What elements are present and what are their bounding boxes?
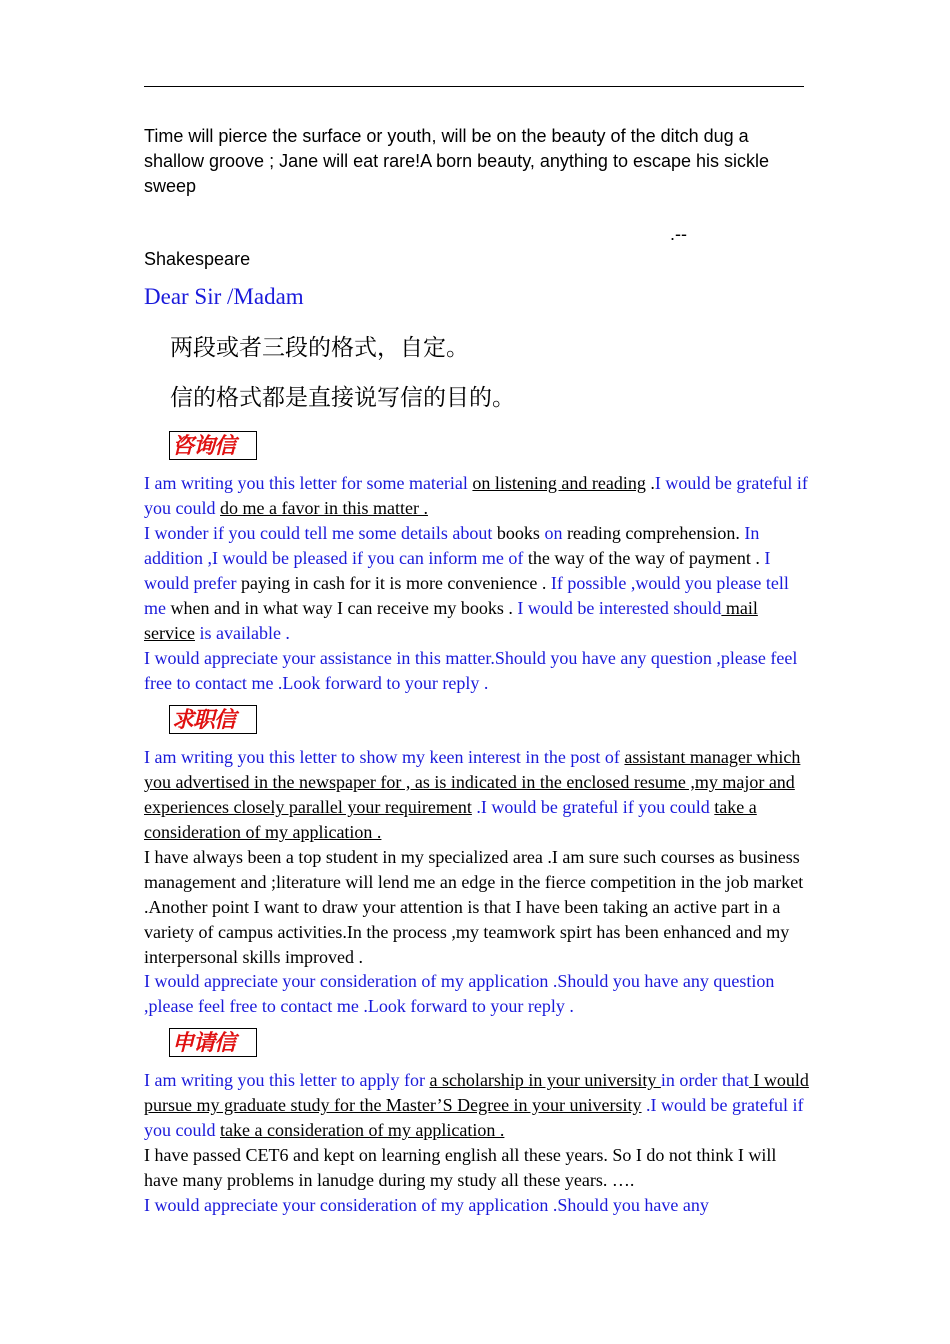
underlined-phrase: assistant manager which you advertised in the newspaper for , as is indicated in the enclosed resume ,my major and experiences closely parallel your requirement: [144, 747, 801, 817]
underlined-phrase: do me a favor in this matter .: [220, 498, 428, 518]
quote-author: Shakespeare: [144, 249, 251, 269]
section-heading-inquiry: [169, 431, 257, 460]
template-phrase: is available .: [194, 623, 290, 643]
template-phrase: .I would be grateful if you could: [144, 1095, 804, 1140]
template-phrase: I wonder if you could tell me some details about: [144, 523, 497, 543]
quote-text: Time will pierce the surface or youth, will be on the beauty of the ditch dug a shallow groove ; Jane will eat rare!A born beauty, anything to escape his sickle sweep: [144, 126, 770, 196]
template-phrase: I would prefer: [144, 548, 771, 593]
job-paragraph-3: [144, 969, 810, 1019]
application-paragraph-1: [144, 1068, 810, 1143]
body-text: books: [496, 523, 545, 543]
underlined-phrase: take a consideration of my application .: [220, 1120, 505, 1140]
body-text: the way of the way of payment .: [527, 548, 765, 568]
application-paragraph-2: [144, 1143, 810, 1193]
body-text: I have always been a top student in my specialized area .I am sure such courses as business management and ;literature will lend me an edge in the fierce competition in the job market .Another point I want to draw your attention is that I have been taking an active part in a variety of campus activities.In the process ,my teamwork spirt has been enhanced and my interpersonal skills improved .: [144, 847, 804, 967]
body-text: reading comprehension.: [566, 523, 745, 543]
section-heading-job-application: [169, 705, 257, 734]
purpose-note: 信的格式都是直接说写信的目的。: [170, 385, 515, 411]
template-phrase: I would be grateful if you could: [144, 473, 808, 518]
inquiry-paragraph-3: [144, 646, 810, 696]
section-heading-label: 咨询信: [172, 434, 236, 459]
template-phrase: on: [544, 523, 567, 543]
template-phrase: .I would be grateful if you could: [471, 797, 715, 817]
template-phrase: I am writing you this letter to apply for: [144, 1070, 430, 1090]
template-phrase: I am writing you this letter to show my keen interest in the post of: [144, 747, 625, 767]
section-heading-label: 求职信: [172, 708, 236, 733]
template-phrase: I would be interested should: [517, 598, 722, 618]
header-rule: [144, 86, 804, 87]
underlined-phrase: I would pursue my graduate study for the Master’S Degree in your university: [144, 1070, 809, 1115]
template-phrase: If possible ,would you please tell me: [144, 573, 789, 618]
job-paragraph-1: [144, 745, 810, 845]
underlined-phrase: mail service: [144, 598, 758, 643]
salutation: Dear Sir /Madam: [144, 284, 304, 309]
underlined-phrase: take a consideration of my application .: [144, 797, 757, 842]
format-note: 两段或者三段的格式，自定。: [170, 335, 469, 361]
application-paragraph-3: [144, 1193, 810, 1218]
template-phrase: I would appreciate your consideration of my application .Should you have any question ,please feel free to contact me .Look forward to your reply .: [144, 971, 775, 1016]
template-phrase: In addition ,I would be pleased if you can inform me of: [144, 523, 760, 568]
inquiry-paragraph-2: [144, 521, 810, 646]
quote-dash: .--: [670, 224, 687, 244]
underlined-phrase: on listening and reading: [472, 473, 646, 493]
body-text: when and in what way I can receive my books .: [170, 598, 518, 618]
template-phrase: I would appreciate your assistance in this matter.Should you have any question ,please feel free to contact me .Look forward to your reply .: [144, 648, 798, 693]
template-phrase: in order that: [660, 1070, 749, 1090]
underlined-phrase: a scholarship in your university: [429, 1070, 661, 1090]
template-phrase: I am writing you this letter for some material: [144, 473, 473, 493]
body-text: .: [645, 473, 655, 493]
body-text: I have passed CET6 and kept on learning english all these years. So I do not think I will have many problems in lanudge during my study all these years. ….: [144, 1145, 777, 1190]
section-heading-label: 申请信: [172, 1031, 236, 1056]
body-text: paying in cash for it is more convenience .: [240, 573, 551, 593]
section-heading-application: [169, 1028, 257, 1057]
template-phrase: I would appreciate your consideration of my application .Should you have any: [144, 1195, 709, 1215]
inquiry-paragraph-1: [144, 471, 810, 521]
job-paragraph-2: [144, 845, 810, 970]
